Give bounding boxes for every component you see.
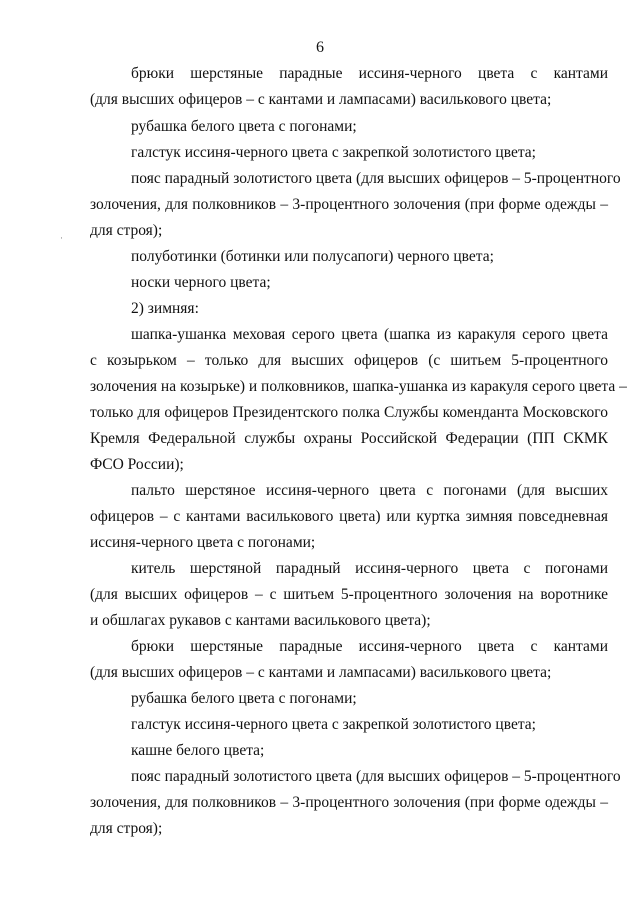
text-line: 2) зимняя:: [131, 300, 199, 317]
text-line: носки черного цвета;: [131, 274, 271, 291]
text-line: (для высших офицеров – с кантами и лампасами) василькового цвета;: [90, 664, 552, 681]
text-line: галстук иссиня-черного цвета с закрепкой золотистого цвета;: [131, 144, 536, 161]
text-line: пальто шерстяное иссиня-черного цвета с погонами (для высших: [131, 482, 608, 499]
text-line: кашне белого цвета;: [131, 742, 265, 759]
text-line: галстук иссиня-черного цвета с закрепкой золотистого цвета;: [131, 716, 536, 733]
text-line: китель шерстяной парадный иссиня-черного цвета с погонами: [131, 560, 608, 577]
text-line: золочения на козырьке) и полковников, шапка-ушанка из каракуля серого цвета –: [90, 378, 627, 395]
text-line: брюки шерстяные парадные иссиня-черного цвета с кантами: [131, 638, 608, 655]
text-line: ФСО России);: [90, 456, 184, 473]
text-line: только для офицеров Президентского полка Службы коменданта Московского: [90, 404, 608, 421]
text-line: пояс парадный золотистого цвета (для высших офицеров – 5-процентного: [131, 768, 621, 785]
margin-mark: ·: [60, 233, 63, 243]
text-line: с козырьком – только для высших офицеров (с шитьем 5-процентного: [90, 352, 608, 369]
text-line: для строя);: [90, 820, 163, 837]
text-line: пояс парадный золотистого цвета (для высших офицеров – 5-процентного: [131, 170, 621, 187]
text-line: шапка-ушанка меховая серого цвета (шапка из каракуля серого цвета: [131, 326, 608, 343]
text-line: офицеров – с кантами василькового цвета) или куртка зимняя повседневная: [90, 508, 608, 525]
text-line: (для высших офицеров – с шитьем 5-процентного золочения на воротнике: [90, 586, 608, 603]
text-line: рубашка белого цвета с погонами;: [131, 690, 357, 707]
text-line: золочения, для полковников – 3-процентного золочения (при форме одежды –: [90, 196, 608, 213]
text-line: рубашка белого цвета с погонами;: [131, 118, 357, 135]
text-line: золочения, для полковников – 3-процентного золочения (при форме одежды –: [90, 794, 608, 811]
page-number: 6: [316, 39, 324, 56]
text-line: иссиня-черного цвета с погонами;: [90, 534, 316, 551]
text-line: для строя);: [90, 222, 163, 239]
text-line: полуботинки (ботинки или полусапоги) черного цвета;: [131, 248, 494, 265]
text-line: и обшлагах рукавов с кантами василькового цвета);: [90, 612, 431, 629]
text-line: брюки шерстяные парадные иссиня-черного цвета с кантами: [131, 65, 608, 82]
text-line: Кремля Федеральной службы охраны Российской Федерации (ПП СКМК: [90, 430, 608, 447]
text-line: (для высших офицеров – с кантами и лампасами) василькового цвета;: [90, 91, 552, 108]
